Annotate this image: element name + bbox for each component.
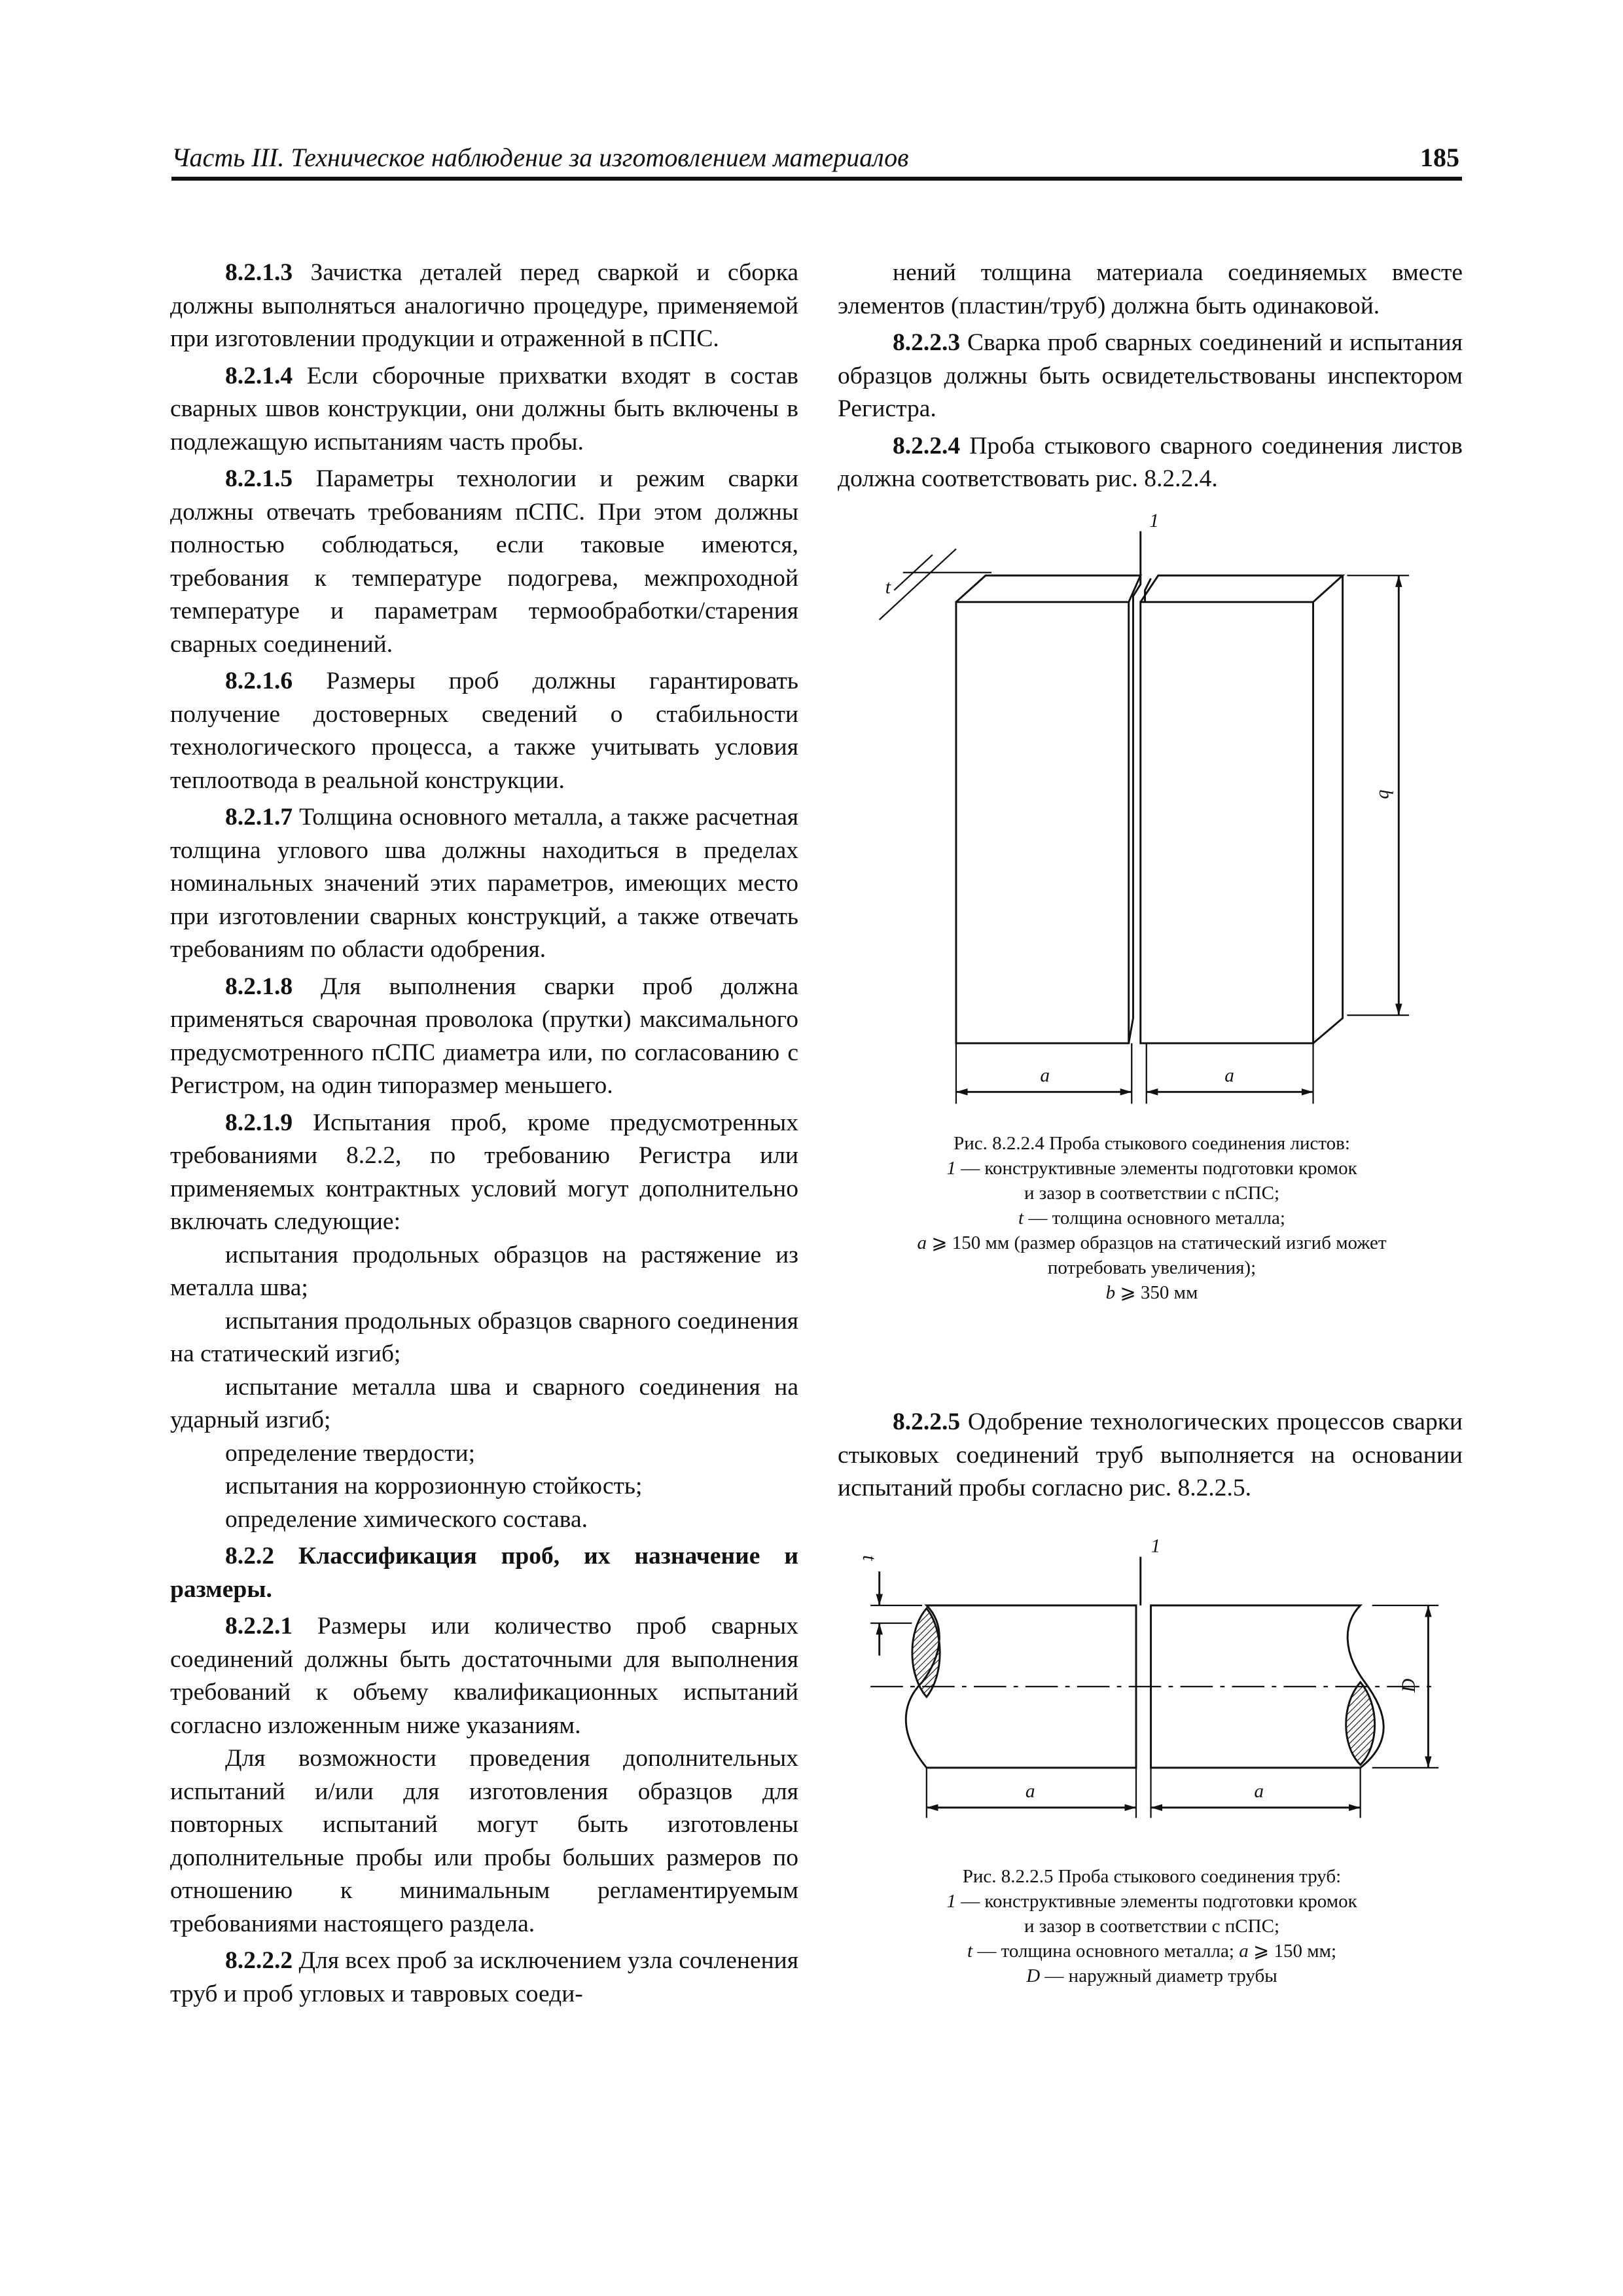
right-pipe: [1151, 1605, 1384, 1768]
paragraph-text: определение твердости;: [225, 1439, 476, 1467]
paragraph-text: испытание металла шва и сварного соединения на ударный изгиб;: [170, 1373, 798, 1433]
right-plate-top-side: [1141, 575, 1343, 1043]
paragraph: [838, 327, 1463, 426]
clause-number: 8.2.2.4: [893, 432, 961, 459]
left-pipe-wall-section: [912, 1608, 940, 1696]
label-1: 1: [1149, 510, 1159, 531]
label-D: D: [1399, 1678, 1420, 1693]
paragraph: [170, 1107, 798, 1239]
caption-line: ⩾ 350 мм: [1115, 1282, 1198, 1303]
paragraph: [170, 1470, 798, 1503]
paragraph: [170, 1305, 798, 1371]
left-column: [170, 257, 798, 2011]
label-t: t: [858, 1555, 880, 1561]
t-dimension: [880, 549, 991, 620]
caption-line: потребовать увеличения);: [1047, 1257, 1257, 1278]
paragraph-text: Толщина основного металла, а также расчетная толщина углового шва должны находиться в пределах номинальных значений этих параметров, имеющих место при изготовлении сварных конструкций, а также отвечать требованиям по области одобрения.: [170, 804, 798, 963]
clause-number: 8.2.1.9: [225, 1109, 293, 1136]
b-extension-lines: [1347, 575, 1409, 1015]
paragraph-text: определение химического состава.: [225, 1505, 588, 1533]
figure-plate-butt-joint: [880, 511, 1409, 1104]
clause-number: 8.2.1.7: [225, 804, 293, 831]
caption-line: — конструктивные элементы подготовки кромок: [955, 1158, 1357, 1179]
paragraph: [838, 430, 1463, 496]
clause-number: 8.2.1.3: [225, 259, 293, 286]
caption-line: и зазор в соответствии с пСПС;: [1024, 1183, 1279, 1204]
paragraph-text: испытания продольных образцов сварного соединения на статический изгиб;: [170, 1307, 798, 1367]
paragraph-text: Для возможности проведения дополнительных испытаний и/или для изготовления образцов для повторных испытаний могут быть изготовлены дополнительные пробы или пробы больших размеров по отношению к минимальным регламентируемым требованиями настоящего раздела.: [170, 1745, 798, 1937]
paragraph-text: Если сборочные прихватки входят в состав сварных швов конструкции, они должны быть включены в подлежащую испытаниям часть пробы.: [170, 362, 798, 456]
label-a-left: a: [1025, 1780, 1035, 1802]
paragraph-text: Проба стыкового сварного соединения листов должна соответствовать рис. 8.2.2.4.: [838, 432, 1463, 492]
caption-symbol: b: [1105, 1282, 1116, 1303]
right-column-middle: [838, 1406, 1463, 1505]
a-extension-lines: [927, 1768, 1361, 1818]
caption-line: и зазор в соответствии с пСПС;: [1024, 1916, 1279, 1937]
caption-title: Рис. 8.2.2.5 Проба стыкового соединения труб:: [962, 1866, 1342, 1887]
caption-symbol: D: [1026, 1965, 1041, 1986]
page-header: [171, 140, 1462, 181]
paragraph-text: Для всех проб за исключением узла сочленения труб и проб угловых и тавровых соеди-: [170, 1947, 798, 2007]
paragraph: [170, 1371, 798, 1437]
paragraph: [170, 971, 798, 1103]
joint-bevel: [1145, 579, 1151, 602]
clause-number: 8.2.2 Классификация проб, их назначение и размеры.: [170, 1543, 798, 1603]
page-number: 185: [1420, 143, 1459, 172]
caption-line: — толщина основного металла;: [1024, 1208, 1285, 1229]
paragraph: [170, 801, 798, 967]
paragraph: [838, 257, 1463, 323]
paragraph: [838, 1406, 1463, 1505]
caption-line: ⩾ 150 мм (размер образцов на статический изгиб может: [926, 1232, 1387, 1253]
clause-number: 8.2.1.6: [225, 668, 293, 694]
paragraph: [170, 1945, 798, 2011]
paragraph: [170, 360, 798, 459]
label-t: t: [885, 577, 891, 598]
right-pipe-wall-section: [1346, 1682, 1375, 1765]
paragraph: [170, 665, 798, 797]
caption-symbol: t: [967, 1941, 973, 1962]
left-plate-edge: [1129, 575, 1141, 1043]
caption-symbol: a: [1239, 1941, 1249, 1962]
paragraph-text: Зачистка деталей перед сваркой и сборка должны выполняться аналогично процедуре, применяемой при изготовлении продукции и отраженной в пСПС.: [170, 259, 798, 352]
t-extension-lines: [870, 1605, 922, 1623]
paragraph-text: Размеры или количество проб сварных соединений должны быть достаточными для выполнения требований к объему квалификационных испытаний согласно изложенным ниже указаниям.: [170, 1613, 798, 1739]
paragraph: [170, 1437, 798, 1471]
label-a-right: a: [1224, 1065, 1234, 1086]
clause-number: 8.2.2.1: [225, 1613, 293, 1640]
left-plate-top: [956, 575, 1141, 602]
paragraph-text: испытания на коррозионную стойкость;: [225, 1473, 643, 1499]
paragraph-text: Для выполнения сварки проб должна применяться сварочная проволока (прутки) максимального предусмотренного пСПС диаметра или, по согласованию с Регистром, на один типоразмер меньшего.: [170, 973, 798, 1099]
paragraph-text: Параметры технологии и режим сварки должны отвечать требованиям пСПС. При этом должны полностью соблюдаться, если таковые имеются, требования к температуре подогрева, межпроходной температуре и параметрам термообработки/старения сварных соединений.: [170, 465, 798, 658]
paragraph-text: испытания продольных образцов на растяжение из металла шва;: [170, 1241, 798, 1301]
right-column-top: [838, 257, 1463, 496]
caption-symbol: 1: [946, 1891, 956, 1912]
label-a-left: a: [1040, 1065, 1050, 1086]
paragraph: [170, 1610, 798, 1742]
figure-8-2-2-5-caption: [844, 1864, 1459, 1988]
caption-line: — толщина основного металла;: [972, 1941, 1240, 1962]
caption-symbol: t: [1018, 1208, 1024, 1229]
caption-symbol: a: [917, 1232, 927, 1253]
paragraph: [170, 463, 798, 661]
caption-line: — конструктивные элементы подготовки кромок: [955, 1891, 1357, 1912]
right-plate-front: [1141, 602, 1313, 1043]
clause-number: 8.2.1.5: [225, 465, 293, 492]
paragraph: [170, 1742, 798, 1941]
caption-title: Рис. 8.2.2.4 Проба стыкового соединения листов:: [954, 1133, 1350, 1154]
paragraph-text: Размеры проб должны гарантировать получение достоверных сведений о стабильности технологического процесса, а также учитывать условия теплоотвода в реальной конструкции.: [170, 668, 798, 794]
label-1: 1: [1150, 1535, 1161, 1557]
label-a-right: a: [1254, 1780, 1264, 1802]
paragraph-text: нений толщина материала соединяемых вместе элементов (пластин/труб) должна быть одинаковой.: [838, 259, 1463, 319]
paragraph-text: Одобрение технологических процессов сварки стыковых соединений труб выполняется на основании испытаний пробы согласно рис. 8.2.2.5.: [838, 1408, 1463, 1501]
figure-8-2-2-4-caption: [844, 1131, 1459, 1305]
running-title: Часть III. Техническое наблюдение за изготовлением материалов: [171, 143, 909, 172]
clause-number: 8.2.1.8: [225, 973, 293, 1000]
caption-line: ⩾ 150 мм;: [1248, 1941, 1336, 1962]
clause-number: 8.2.1.4: [225, 362, 293, 389]
d-extension-lines: [1372, 1605, 1438, 1768]
clause-number: 8.2.2.2: [225, 1947, 293, 1974]
caption-symbol: 1: [946, 1158, 956, 1179]
paragraph: [170, 1239, 798, 1305]
clause-number: 8.2.2.5: [893, 1408, 961, 1435]
left-pipe: [906, 1605, 1136, 1768]
paragraph: [170, 1503, 798, 1537]
paragraph-text: Сварка проб сварных соединений и испытания образцов должны быть освидетельствованы инспектором Регистра.: [838, 329, 1463, 422]
clause-number: 8.2.2.3: [893, 329, 961, 356]
left-plate-front: [956, 602, 1129, 1043]
paragraph: [170, 1540, 798, 1606]
label-b: b: [1374, 789, 1396, 799]
caption-line: — наружный диаметр трубы: [1040, 1965, 1277, 1986]
figure-pipe-butt-joint: [859, 1536, 1438, 1818]
a-extension-lines: [956, 1043, 1313, 1103]
paragraph-text: Испытания проб, кроме предусмотренных требованиями 8.2.2, по требованию Регистра или применяемых контрактных условий могут дополнительно включать следующие:: [170, 1109, 798, 1235]
paragraph: [170, 257, 798, 356]
